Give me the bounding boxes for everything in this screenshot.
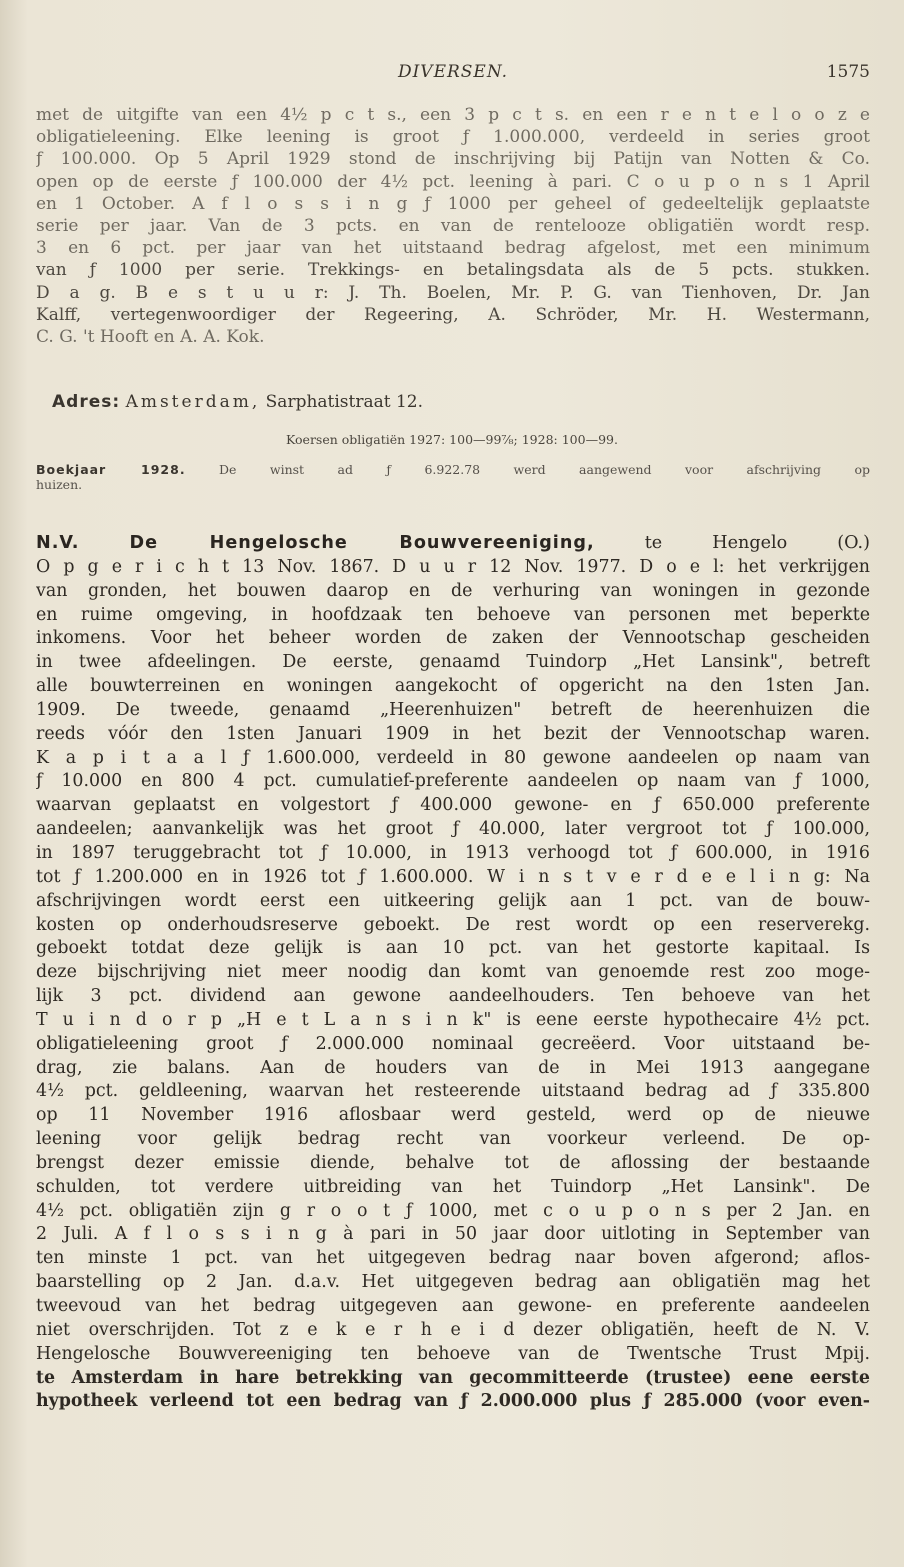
text-line: in twee afdeelingen. De eerste, genaamd Tuindorp „Het Lansink", betreft: [36, 652, 870, 673]
company-location: te Hengelo (O.): [644, 533, 870, 553]
text-line: tot ƒ 1.200.000 en in 1926 tot ƒ 1.600.000. W i n s t v e r d e e l i n g: Na: [36, 866, 870, 887]
text-line: geboekt totdat deze gelijk is aan 10 pct. van het gestorte kapitaal. Is: [36, 938, 870, 959]
text-line: C. G. 't Hooft en A. A. Kok.: [36, 326, 265, 347]
text-line: reeds vóór den 1sten Januari 1909 in het bezit der Vennootschap waren.: [36, 723, 870, 744]
annual-line: [36, 462, 870, 477]
text-line: brengst dezer emissie diende, behalve tot de aflossing der bestaande: [36, 1152, 870, 1173]
text-line: 3 en 6 pct. per jaar van het uitstaand bedrag afgelost, met een minimum: [36, 238, 870, 259]
text-line: hypotheek verleend tot een bedrag van ƒ 2.000.000 plus ƒ 285.000 (voor even-: [36, 1391, 870, 1412]
text-line: leening voor gelijk bedrag recht van voorkeur verleend. De op-: [36, 1129, 870, 1150]
text-line: van gronden, het bouwen daarop en de verhuring van woningen in gezonde: [36, 580, 870, 601]
annual-report: [36, 462, 870, 492]
text-line: ƒ 10.000 en 800 4 pct. cumulatief-preferente aandeelen op naam van ƒ 1000,: [36, 771, 870, 792]
text-line: 2 Juli. A f l o s s i n g à pari in 50 jaar door uitloting in September van: [36, 1224, 870, 1245]
page-header: [36, 62, 870, 88]
text-line: met de uitgifte van een 4½ p c t s., een 3 p c t s. en een r e n t e l o o z e: [36, 105, 870, 125]
text-line: 4½ pct. obligatiën zijn g r o o t ƒ 1000, met c o u p o n s per 2 Jan. en: [36, 1200, 870, 1221]
annual-text: De winst ad ƒ 6.922.78 werd aangewend voor afschrijving op: [219, 462, 870, 477]
text-line: ƒ 100.000. Op 5 April 1929 stond de inschrijving bij Patijn van Notten & Co.: [36, 149, 870, 170]
company-prefix: N.V.: [36, 533, 80, 553]
company-heading: [36, 532, 870, 556]
text-line: ten minste 1 pct. van het uitgegeven bedrag naar boven afgerond; aflos-: [36, 1248, 870, 1269]
text-line: O p g e r i c h t 13 Nov. 1867. D u u r 12 Nov. 1977. D o e l: het verkrijgen: [36, 556, 870, 577]
page-number: 1575: [826, 62, 870, 82]
previous-entry-text: [36, 104, 870, 348]
text-line: baarstelling op 2 Jan. d.a.v. Het uitgegeven bedrag aan obligatiën mag het: [36, 1272, 870, 1293]
text-line: obligatieleening. Elke leening is groot ƒ 1.000.000, verdeeld in series groot: [36, 127, 870, 148]
text-line: lijk 3 pct. dividend aan gewone aandeelhouders. Ten behoeve van het: [36, 986, 870, 1007]
text-line: alle bouwterreinen en woningen aangekocht of opgericht na den 1sten Jan.: [36, 676, 870, 697]
text-line: Kalff, vertegenwoordiger der Regeering, A. Schröder, Mr. H. Westermann,: [36, 304, 870, 325]
text-line: schulden, tot verdere uitbreiding van het Tuindorp „Het Lansink". De: [36, 1176, 870, 1197]
text-line: T u i n d o r p „H e t L a n s i n k" is eene eerste hypothecaire 4½ pct.: [36, 1009, 870, 1030]
annual-label: Boekjaar 1928.: [36, 462, 186, 477]
text-line: te Amsterdam in hare betrekking van gecommitteerde (trustee) eene eerste: [36, 1367, 870, 1388]
text-line: inkomens. Voor het beheer worden de zaken der Vennootschap gescheiden: [36, 628, 870, 649]
address-line: [52, 392, 423, 412]
text-line: K a p i t a a l ƒ 1.600.000, verdeeld in 80 gewone aandeelen op naam van: [36, 747, 870, 768]
address-label: Adres:: [52, 392, 121, 412]
text-line: Hengelosche Bouwvereeniging ten behoeve van de Twentsche Trust Mpij.: [36, 1343, 870, 1364]
text-line: 4½ pct. geldleening, waarvan het resteerende uitstaand bedrag ad ƒ 335.800: [36, 1081, 870, 1102]
text-line: kosten op onderhoudsreserve geboekt. De rest wordt op een reserverekg.: [36, 914, 870, 935]
text-line: open op de eerste ƒ 100.000 der 4½ pct. leening à pari. C o u p o n s 1 April: [36, 171, 870, 192]
text-line: D a g. B e s t u u r: J. Th. Boelen, Mr. P. G. van Tienhoven, Dr. Jan: [36, 282, 870, 303]
text-line: deze bijschrijving niet meer noodig dan komt van genoemde rest zoo moge-: [36, 962, 870, 983]
company-name: De Hengelosche Bouwvereeniging,: [129, 533, 595, 553]
text-line: niet overschrijden. Tot z e k e r h e i d dezer obligatiën, heeft de N. V.: [36, 1319, 870, 1340]
address-city: Amsterdam,: [125, 392, 261, 412]
text-line: en 1 October. A f l o s s i n g ƒ 1000 per geheel of gedeeltelijk geplaatste: [36, 193, 870, 214]
text-line: tweevoud van het bedrag uitgegeven aan gewone- en preferente aandeelen: [36, 1296, 870, 1316]
text-line: van ƒ 1000 per serie. Trekkings- en betalingsdata als de 5 pcts. stukken.: [36, 260, 870, 281]
text-line: in 1897 teruggebracht tot ƒ 10.000, in 1913 verhoogd tot ƒ 600.000, in 1916: [36, 842, 870, 863]
text-line: en ruime omgeving, in hoofdzaak ten behoeve van personen met beperkte: [36, 604, 870, 625]
company-entry: [36, 532, 870, 1414]
text-line: drag, zie balans. Aan de houders van de in Mei 1913 aangegane: [36, 1057, 870, 1078]
bond-quotes: Koersen obligatiën 1927: 100—99⅞; 1928: 100—99.: [286, 432, 618, 447]
text-line: op 11 November 1916 aflosbaar werd gesteld, werd op de nieuwe: [36, 1105, 870, 1126]
text-line: afschrijvingen wordt eerst een uitkeering gelijk aan 1 pct. van de bouw-: [36, 890, 870, 911]
address-street: Sarphatistraat 12.: [265, 392, 424, 412]
annual-line-2: huizen.: [36, 477, 83, 492]
text-line: waarvan geplaatst en volgestort ƒ 400.000 gewone- en ƒ 650.000 preferente: [36, 795, 870, 816]
text-line: 1909. De tweede, genaamd „Heerenhuizen" betreft de heerenhuizen die: [36, 699, 870, 720]
text-line: serie per jaar. Van de 3 pcts. en van de rentelooze obligatiën wordt resp.: [36, 215, 870, 236]
text-line: aandeelen; aanvankelijk was het groot ƒ 40.000, later vergroot tot ƒ 100.000,: [36, 819, 870, 840]
text-line: obligatieleening groot ƒ 2.000.000 nominaal gecreëerd. Voor uitstaand be-: [36, 1033, 870, 1054]
running-head: DIVERSEN.: [397, 62, 509, 82]
